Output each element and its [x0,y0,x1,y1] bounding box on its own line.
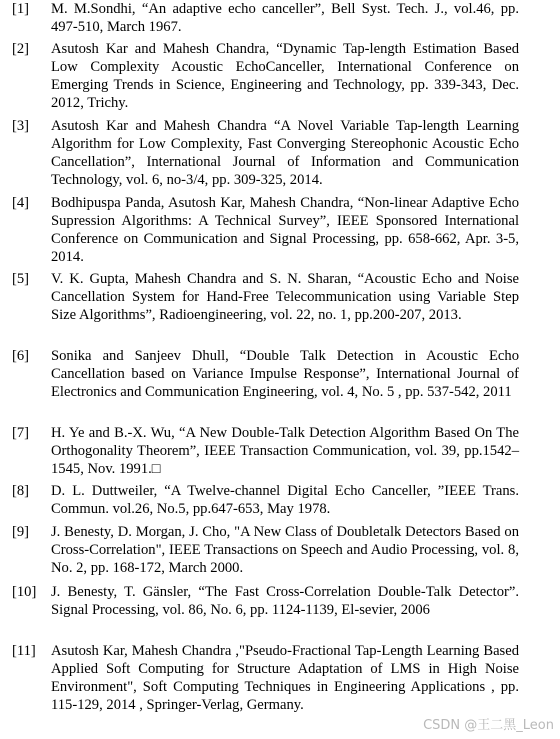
reference-text: V. K. Gupta, Mahesh Chandra and S. N. Sharan, “Acoustic Echo and Noise Cancellation System for Hand-Free Telecommunication using Variable Step Size Algorithms”, Radioengineering, vol. 22, no. 1, pp.200-207, 2013. [51,271,519,323]
reference-number: [7] [12,425,30,441]
reference-number: [2] [12,41,30,57]
reference-text: Bodhipuspa Panda, Asutosh Kar, Mahesh Chandra, “Non-linear Adaptive Echo Supression Algorithms: A Technical Survey”, IEEE Sponsored International Conference on Communication and Signal Processing, pp. 658-662, Apr. 3-5, 2014. [51,195,519,265]
reference-text: H. Ye and B.-X. Wu, “A New Double-Talk Detection Algorithm Based On The Orthogonality Theorem”, IEEE Transaction Communication, vol. 39, pp.1542–1545, Nov. 1991.□ [51,425,519,477]
reference-number: [5] [12,271,30,287]
reference-text: Sonika and Sanjeev Dhull, “Double Talk Detection in Acoustic Echo Cancellation based on Variance Impulse Response”, International Journal of Electronics and Communication Engineering, vol. 4, No. 5 , pp. 537-542, 2011 [51,348,519,400]
reference-number: [9] [12,524,30,540]
reference-text: Asutosh Kar and Mahesh Chandra, “Dynamic Tap-length Estimation Based Low Complexity Acoustic EchoCanceller, International Conference on Emerging Trends in Science, Engineering and Technology, pp. 339-343, Dec. 2012, Trichy. [51,41,519,111]
reference-text: M. M.Sondhi, “An adaptive echo canceller”, Bell Syst. Tech. J., vol.46, pp. 497-510, March 1967. [51,1,519,35]
reference-number: [11] [12,643,36,659]
reference-text: D. L. Duttweiler, “A Twelve-channel Digital Echo Canceller, ”IEEE Trans. Commun. vol.26, No.5, pp.647-653, May 1978. [51,483,519,517]
reference-text: J. Benesty, D. Morgan, J. Cho, "A New Class of Doubletalk Detectors Based on Cross-Correlation", IEEE Transactions on Speech and Audio Processing, vol. 8, No. 2, pp. 168-172, March 2000. [51,524,519,576]
reference-number: [3] [12,118,30,134]
reference-text: J. Benesty, T. Gänsler, “The Fast Cross-Correlation Double-Talk Detector”. Signal Processing, vol. 86, No. 6, pp. 1124-1139, El-sevier, 2006 [51,584,519,618]
reference-text: Asutosh Kar and Mahesh Chandra “A Novel Variable Tap-length Learning Algorithm for Low Complexity, Fast Converging Stereophonic Acoustic Echo Cancellation”, International Journal of Information and Communication Technology, vol. 6, no-3/4, pp. 309-325, 2014. [51,118,519,188]
reference-number: [4] [12,195,30,211]
reference-number: [10] [12,584,37,600]
reference-number: [6] [12,348,30,364]
reference-number: [1] [12,1,30,17]
watermark: CSDN @王二黑_Leon [423,718,554,733]
reference-text: Asutosh Kar, Mahesh Chandra ,"Pseudo-Fractional Tap-Length Learning Based Applied Soft Computing for Structure Adaptation of LMS in High Noise Environment", Soft Computing Techniques in Engineering Applications , pp. 115-129, 2014 , Springer-Verlag, Germany. [51,643,519,713]
reference-number: [8] [12,483,30,499]
